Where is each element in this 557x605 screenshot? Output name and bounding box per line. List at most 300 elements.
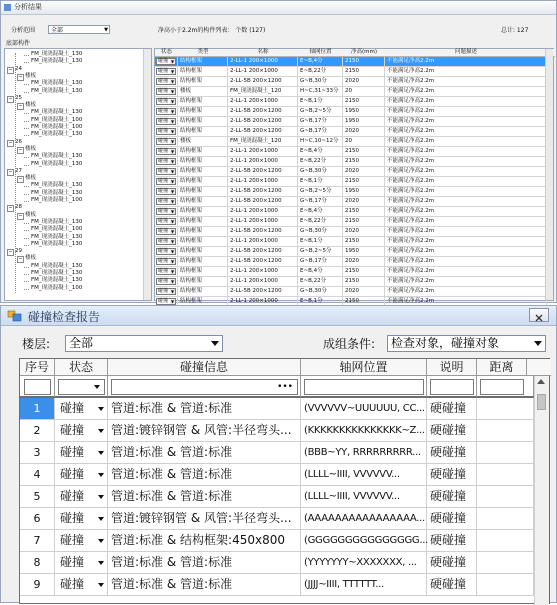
type-cell: 结构框架 (178, 237, 228, 246)
collision-info-cell: 管道:标准 & 管道:标准 (108, 464, 301, 485)
tree-node-category[interactable]: 楼板 (25, 72, 37, 79)
collision-grid-header (20, 359, 551, 376)
table-row[interactable] (155, 157, 547, 167)
axis-cell: G~B,2~5分 (298, 107, 343, 116)
table-row[interactable] (155, 67, 547, 77)
table-row[interactable] (155, 87, 547, 97)
row-number-cell[interactable]: 5 (20, 486, 55, 507)
collision-info-cell: 管道:镀锌钢管 & 风管:半径弯头... (108, 508, 301, 529)
status-cell (155, 287, 178, 296)
tree-node-item[interactable]: FM_现浇混凝土_100 (31, 124, 83, 130)
row-number-cell[interactable]: 7 (20, 530, 55, 551)
table-row[interactable] (155, 257, 547, 267)
status-value: 碰撞 (60, 423, 85, 437)
ellipsis-icon[interactable]: ••• (277, 382, 293, 392)
status-cell (155, 157, 178, 166)
description-cell: 硬碰撞 (427, 574, 477, 595)
description-cell: 硬碰撞 (427, 552, 477, 573)
table-row[interactable] (155, 147, 547, 157)
status-dropdown[interactable] (156, 178, 176, 185)
desc-filter-input[interactable] (430, 379, 474, 395)
tree-node-category[interactable]: 楼板 (25, 145, 37, 152)
row-number-cell[interactable]: 4 (20, 464, 55, 485)
description-cell: 硬碰撞 (427, 530, 477, 551)
tree-node-item[interactable]: FM_现浇混凝土_130 (31, 262, 83, 269)
table-row[interactable] (20, 552, 534, 574)
distance-cell (477, 508, 534, 529)
status-cell (155, 127, 178, 136)
type-cell: 结构框架 (178, 187, 228, 196)
tree-connector (24, 92, 29, 93)
status-dropdown[interactable] (156, 208, 176, 215)
status-cell (155, 257, 178, 266)
status-dropdown[interactable] (156, 68, 176, 75)
axis-cell: E~B,22分 (298, 67, 343, 76)
status-value: 碰撞 (158, 118, 169, 124)
floor-combo[interactable] (65, 335, 223, 352)
table-row[interactable] (20, 464, 534, 486)
table-row[interactable] (20, 486, 534, 508)
close-button[interactable] (529, 308, 549, 322)
axis-cell: G~B,30分 (298, 167, 343, 176)
scroll-thumb[interactable] (537, 394, 546, 410)
axis-cell: G~B,30分 (298, 227, 343, 236)
status-value: 碰撞 (158, 248, 169, 254)
status-dropdown[interactable] (156, 108, 176, 115)
height-cell: 2150 (343, 277, 385, 286)
status-value: 碰撞 (158, 78, 169, 84)
height-cell: 2150 (343, 157, 385, 166)
axis-position-cell: (LLLL~IIII, VVVVVV... (301, 464, 427, 485)
group-label: 成组条件: (323, 337, 376, 351)
status-dropdown[interactable] (156, 218, 176, 225)
info-filter-input[interactable] (111, 379, 298, 395)
type-cell: 结构框架 (178, 257, 228, 266)
tree-expand-toggle-icon[interactable]: − (8, 66, 13, 73)
col-height-header[interactable]: 净高(mm) (350, 49, 377, 55)
status-value: 碰撞 (60, 445, 85, 459)
tree-node-item[interactable]: FM_现浇混凝土_130 (31, 240, 83, 247)
status-value: 碰撞 (60, 401, 85, 415)
distance-cell (477, 442, 534, 463)
tree-expand-toggle-icon[interactable]: − (18, 256, 23, 263)
component-tree[interactable] (4, 48, 152, 301)
table-row[interactable] (20, 398, 534, 420)
tree-node-floor[interactable]: 24 (15, 65, 22, 72)
chevron-down-icon (98, 451, 104, 455)
axis-cell: G~B,30分 (298, 77, 343, 86)
name-cell: 2-LL-1 200×1000 (228, 297, 298, 306)
status-dropdown[interactable] (156, 118, 176, 125)
col-status-header[interactable]: 状态 (55, 359, 108, 376)
status-value: 碰撞 (158, 298, 169, 304)
axis-position-cell: (BBB~YY, RRRRRRRRR... (301, 442, 427, 463)
status-cell (155, 107, 178, 116)
tree-node-item[interactable]: FM_现浇混凝土_130 (31, 51, 83, 57)
status-value: 碰撞 (158, 168, 169, 174)
tree-node-item[interactable]: FM_现浇混凝土_100 (31, 226, 83, 233)
table-row[interactable] (155, 187, 547, 197)
table-row[interactable] (155, 217, 547, 227)
grid-scrollbar[interactable] (534, 376, 549, 605)
num-filter-input[interactable] (24, 379, 51, 395)
name-cell: 2-LL-1 200×1000 (228, 177, 298, 186)
tree-node-item[interactable]: FM_现浇混凝土_100 (31, 284, 83, 291)
axis-cell: E~B,4分 (298, 57, 343, 66)
tree-connector (24, 289, 29, 290)
type-cell: 结构框架 (178, 147, 228, 156)
desc-cell: 不能满足净高2.2m (385, 77, 547, 86)
tree-node-item[interactable]: FM_现浇混凝土_130 (31, 270, 83, 276)
tree-node-floor[interactable]: 28 (15, 204, 22, 211)
tree-node-item[interactable]: FM_现浇混凝土_130 (31, 153, 83, 160)
tree-expand-toggle-icon[interactable]: − (18, 212, 23, 219)
status-value: 碰撞 (158, 128, 169, 134)
table-row[interactable] (155, 127, 547, 137)
status-value: 碰撞 (158, 108, 169, 114)
type-cell: 结构框架 (178, 77, 228, 86)
filter-cell (20, 376, 55, 398)
table-row[interactable] (155, 287, 547, 297)
axis-cell: E~B,22分 (298, 217, 343, 226)
tree-node-floor[interactable]: 25 (15, 94, 22, 101)
name-cell: 2-LL-1 200×1000 (228, 277, 298, 286)
tree-node-item[interactable]: FM_现浇混凝土_130 (31, 233, 83, 240)
tree-node-floor[interactable]: 27 (15, 167, 22, 174)
table-row[interactable] (155, 107, 547, 117)
status-dropdown[interactable] (156, 188, 176, 195)
status-value: 碰撞 (158, 228, 169, 234)
tree-expand-toggle-icon[interactable]: − (8, 205, 13, 212)
name-cell: 2-LL-1 200×1000 (228, 237, 298, 246)
height-cell: 2150 (343, 237, 385, 246)
row-number-cell[interactable]: 2 (20, 420, 55, 441)
status-value: 碰撞 (60, 577, 85, 591)
tree-connector (24, 230, 29, 231)
col-name-header[interactable]: 名称 (257, 49, 269, 55)
tree-node-item[interactable]: FM_现浇混凝土_130 (31, 218, 83, 225)
axis-cell: G~B,17分 (298, 117, 343, 126)
chevron-down-icon: ▼ (170, 269, 175, 274)
col-desc-header[interactable]: 问题描述 (454, 49, 477, 55)
status-dropdown[interactable] (156, 148, 176, 155)
chevron-down-icon (98, 495, 104, 499)
filter-cell (301, 376, 427, 398)
tree-expand-toggle-icon[interactable]: − (8, 168, 13, 175)
collision-info-cell: 管道:标准 & 管道:标准 (108, 442, 301, 463)
tree-node-item[interactable]: FM_现浇混凝土_130 (31, 58, 83, 65)
status-dropdown[interactable] (156, 278, 176, 285)
desc-cell: 不能满足净高2.2m (385, 297, 547, 306)
chevron-down-icon: ▼ (170, 89, 175, 94)
scope-label: 分析范围 (11, 27, 36, 34)
table-row[interactable] (155, 197, 547, 207)
table-row[interactable] (155, 207, 547, 217)
type-cell: 楼板 (178, 137, 228, 146)
table-row[interactable] (155, 167, 547, 177)
tree-expand-toggle-icon[interactable]: − (18, 73, 23, 80)
row-number-cell[interactable]: 9 (20, 574, 55, 595)
status-dropdown[interactable] (156, 298, 176, 305)
col-axis-header[interactable]: 轴网位置 (301, 359, 427, 376)
status-value: 碰撞 (158, 288, 169, 294)
chevron-down-icon (98, 429, 104, 433)
table-row[interactable] (20, 574, 534, 596)
status-dropdown[interactable] (156, 268, 176, 275)
height-cell: 2020 (343, 257, 385, 266)
tree-node-category[interactable]: 楼板 (25, 175, 37, 182)
tree-node-item[interactable]: FM_现浇混凝土_100 (31, 197, 83, 203)
status-dropdown[interactable] (55, 530, 108, 551)
name-cell: 2-LL-1 200×1000 (228, 217, 298, 226)
table-row[interactable] (155, 117, 547, 127)
axis-cell: E~B,4分 (298, 147, 343, 156)
status-dropdown[interactable] (55, 442, 108, 463)
name-cell: 2-LL-5B 200×1200 (228, 227, 298, 236)
status-dropdown[interactable] (55, 398, 108, 419)
status-dropdown[interactable] (156, 198, 176, 205)
status-dropdown[interactable] (156, 138, 176, 145)
tree-node-category[interactable]: 楼板 (25, 102, 37, 109)
tree-node-item[interactable]: FM_现浇混凝土_130 (31, 160, 83, 167)
table-row[interactable] (155, 77, 547, 87)
desc-cell: 不能满足净高2.2m (385, 117, 547, 126)
desc-cell: 不能满足净高2.2m (385, 57, 547, 66)
status-dropdown[interactable] (156, 58, 176, 65)
col-type-header[interactable]: 类型 (197, 49, 209, 55)
total-count: 总计: 127 (501, 27, 529, 34)
chevron-down-icon: ▼ (170, 259, 175, 264)
chevron-down-icon: ▼ (104, 27, 108, 33)
axis-cell: E~B,4分 (298, 207, 343, 216)
tree-scrollbar[interactable] (143, 49, 151, 300)
status-value: 碰撞 (158, 218, 169, 224)
status-dropdown[interactable] (55, 420, 108, 441)
window-title: 分析结果 (14, 3, 42, 11)
table-row[interactable] (20, 442, 534, 464)
name-cell: 2-LL-1 200×1000 (228, 157, 298, 166)
type-cell: 结构框架 (178, 167, 228, 176)
status-value: 碰撞 (158, 188, 169, 194)
status-dropdown[interactable] (55, 464, 108, 485)
desc-cell: 不能满足净高2.2m (385, 87, 547, 96)
status-dropdown[interactable] (55, 574, 108, 595)
tree-expand-toggle-icon[interactable]: − (8, 249, 13, 256)
collision-info-cell: 管道:标准 & 管道:标准 (108, 552, 301, 573)
distance-cell (477, 420, 534, 441)
table-row[interactable] (155, 177, 547, 187)
tree-connector (24, 186, 29, 187)
chevron-down-icon (98, 539, 104, 543)
status-dropdown[interactable] (156, 128, 176, 135)
status-cell (155, 57, 178, 66)
description-cell: 硬碰撞 (427, 420, 477, 441)
table-row[interactable] (155, 97, 547, 107)
name-cell: 2-LL-1 200×1000 (228, 267, 298, 276)
col-num-header[interactable]: 序号 (20, 359, 55, 376)
type-cell: 结构框架 (178, 207, 228, 216)
col-status-header[interactable]: 状态 (160, 49, 172, 55)
axis-cell: G~B,17分 (298, 127, 343, 136)
filter-cell (108, 376, 301, 398)
status-dropdown[interactable] (156, 238, 176, 245)
status-dropdown[interactable] (156, 228, 176, 235)
status-cell (155, 67, 178, 76)
axis-cell: E~B,22分 (298, 277, 343, 286)
status-dropdown[interactable] (156, 168, 176, 175)
filter-cell (427, 376, 477, 398)
tree-node-item[interactable]: FM_现浇混凝土_100 (31, 116, 83, 123)
scroll-up-icon[interactable] (537, 379, 545, 384)
filter-cell (55, 376, 108, 398)
tree-title: 底部构件 (6, 40, 31, 47)
table-row[interactable] (20, 530, 534, 552)
chevron-down-icon (98, 407, 104, 411)
tree-node-item[interactable]: FM_现浇混凝土_130 (31, 182, 83, 189)
chevron-down-icon: ▼ (170, 249, 175, 254)
tree-node-item[interactable]: FM_现浇混凝土_130 (31, 87, 83, 94)
chevron-down-icon: ▼ (170, 209, 175, 214)
status-dropdown[interactable] (156, 98, 176, 105)
status-value: 碰撞 (158, 278, 169, 284)
col-distance-header[interactable]: 距离 (477, 359, 527, 376)
chevron-down-icon (94, 385, 100, 389)
tree-connector (24, 135, 29, 136)
tree-node-category[interactable]: 楼板 (25, 255, 37, 262)
tree-node-item[interactable]: FM_现浇混凝土_130 (31, 80, 83, 87)
row-number-cell[interactable]: 1 (20, 398, 55, 419)
tree-connector (24, 281, 29, 282)
status-dropdown[interactable] (156, 78, 176, 85)
table-row[interactable] (155, 247, 547, 257)
tree-connector (24, 223, 29, 224)
status-value: 碰撞 (158, 68, 169, 74)
distance-filter-input[interactable] (480, 379, 524, 395)
type-cell: 结构框架 (178, 157, 228, 166)
tree-expand-toggle-icon[interactable]: − (8, 95, 13, 102)
status-value: 碰撞 (60, 533, 85, 547)
height-cell: 2150 (343, 177, 385, 186)
status-dropdown[interactable] (156, 248, 176, 255)
table-row[interactable] (155, 227, 547, 237)
axis-position-cell: (VVVVVV~UUUUUU, CC... (301, 398, 427, 419)
table-row[interactable] (155, 237, 547, 247)
description-cell: 硬碰撞 (427, 398, 477, 419)
tree-node-item[interactable]: FM_现浇混凝土_130 (31, 189, 83, 196)
status-dropdown[interactable] (156, 88, 176, 95)
axis-cell: E~B,1分 (298, 177, 343, 186)
type-cell: 结构框架 (178, 127, 228, 136)
status-value: 碰撞 (158, 58, 169, 64)
type-cell: 结构框架 (178, 57, 228, 66)
tree-node-item[interactable]: FM_现浇混凝土_130 (31, 277, 83, 284)
col-axis-header[interactable]: 轴网位置 (309, 49, 332, 55)
table-row[interactable] (155, 267, 547, 277)
axis-cell: G~B,2~5分 (298, 247, 343, 256)
row-number-cell[interactable]: 8 (20, 552, 55, 573)
tree-connector (24, 113, 29, 114)
status-dropdown[interactable] (156, 158, 176, 165)
name-cell: FM_现浇混凝土_120 (228, 137, 298, 146)
status-cell (155, 137, 178, 146)
height-cell: 1950 (343, 107, 385, 116)
status-dropdown[interactable] (156, 258, 176, 265)
group-combo[interactable] (387, 335, 546, 352)
axis-cell: H~C,10~12分 (298, 137, 343, 146)
grid-scrollbar[interactable] (545, 49, 553, 300)
row-number-cell[interactable]: 3 (20, 442, 55, 463)
tree-connector (24, 84, 29, 85)
type-cell: 结构框架 (178, 177, 228, 186)
status-dropdown[interactable] (55, 552, 108, 573)
status-filter-combo[interactable] (58, 379, 105, 395)
desc-cell: 不能满足净高2.2m (385, 157, 547, 166)
chevron-down-icon: ▼ (170, 99, 175, 104)
status-dropdown[interactable] (156, 288, 176, 295)
table-row[interactable] (20, 420, 534, 442)
type-cell: 结构框架 (178, 197, 228, 206)
desc-cell: 不能满足净高2.2m (385, 287, 547, 296)
table-row[interactable] (20, 508, 534, 530)
status-cell (155, 197, 178, 206)
status-dropdown[interactable] (55, 508, 108, 529)
status-cell (155, 167, 178, 176)
type-cell: 结构框架 (178, 277, 228, 286)
scope-combo[interactable] (48, 25, 110, 34)
axis-cell: E~B,1分 (298, 97, 343, 106)
height-cell: 2150 (343, 217, 385, 226)
status-cell (155, 147, 178, 156)
tree-expand-toggle-icon[interactable]: − (18, 176, 23, 183)
tree-node-floor[interactable]: 26 (15, 138, 22, 145)
table-row[interactable] (155, 57, 547, 67)
type-cell: 结构框架 (178, 247, 228, 256)
status-value: 碰撞 (158, 198, 169, 204)
name-cell: 2-LL-1 200×1000 (228, 207, 298, 216)
axis-cell: G~B,2~5分 (298, 187, 343, 196)
tree-connector (24, 121, 29, 122)
table-row[interactable] (155, 277, 547, 287)
collision-info-cell: 管道:标准 & 管道:标准 (108, 398, 301, 419)
tree-node-category[interactable]: 楼板 (25, 211, 37, 218)
tree-node-item[interactable]: FM_现浇混凝土_130 (31, 131, 83, 138)
description-cell: 硬碰撞 (427, 442, 477, 463)
distance-cell (477, 464, 534, 485)
window-app-icon (8, 309, 22, 322)
axis-filter-input[interactable] (304, 379, 424, 395)
table-row[interactable] (155, 137, 547, 147)
desc-cell: 不能满足净高2.2m (385, 67, 547, 76)
axis-position-cell: (GGGGGGGGGGGGGGG... (301, 530, 427, 551)
tree-expand-toggle-icon[interactable]: − (18, 146, 23, 153)
tree-expand-toggle-icon[interactable]: − (18, 103, 23, 110)
height-cell: 1950 (343, 187, 385, 196)
collision-grid (19, 358, 550, 604)
collision-info-cell: 管道:标准 & 结构框架:450x800 (108, 530, 301, 551)
window-title-bar (1, 306, 556, 326)
col-info-header[interactable]: 碰撞信息 (108, 359, 301, 376)
description-cell: 硬碰撞 (427, 464, 477, 485)
row-number-cell[interactable]: 6 (20, 508, 55, 529)
chevron-down-icon: ▼ (170, 149, 175, 154)
tree-expand-toggle-icon[interactable]: − (8, 139, 13, 146)
distance-cell (477, 486, 534, 507)
tree-node-item[interactable]: FM_现浇混凝土_130 (31, 109, 83, 116)
col-desc-header[interactable]: 说明 (427, 359, 477, 376)
desc-cell: 不能满足净高2.2m (385, 127, 547, 136)
tree-node-floor[interactable]: 29 (15, 248, 22, 255)
status-dropdown[interactable] (55, 486, 108, 507)
